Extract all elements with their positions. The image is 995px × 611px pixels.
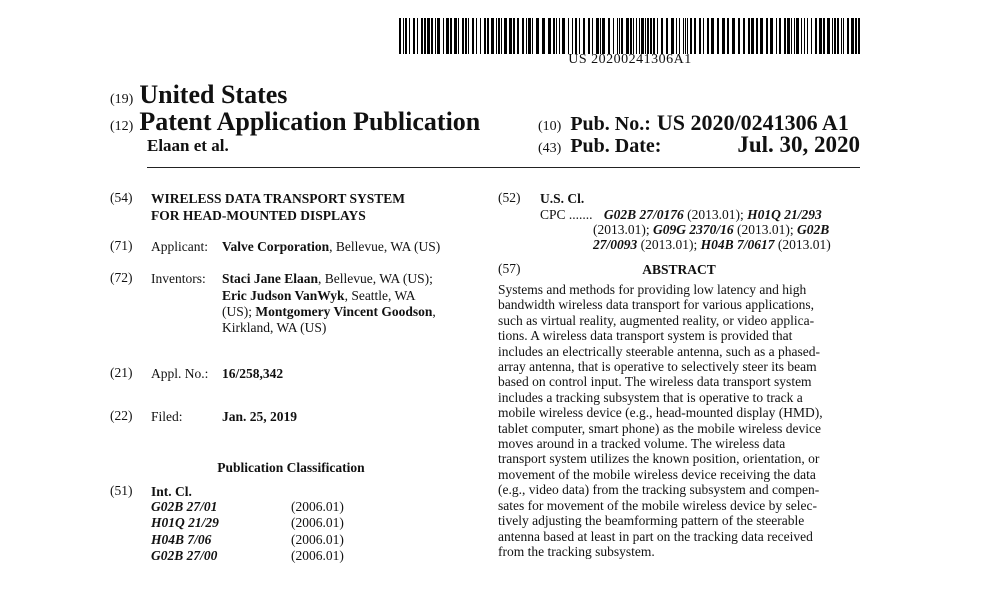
cpc-code-3: G09G 2370/16 [653,222,734,237]
title-tag: (54) [110,190,133,205]
abstract-line: tions. A wireless data transport system is provided that [498,328,793,344]
applicant-location: , Bellevue, WA (US) [329,239,441,254]
abstract-line: tablet computer, smart phone) as the mobile wireless device [498,420,821,436]
inventors-label: Inventors: [151,271,206,286]
intcl-row [151,499,344,515]
uscl-tag: (52) [498,190,521,205]
filed-date: Jan. 25, 2019 [222,409,298,424]
appl-label: Appl. No.: [151,366,209,381]
tag-12: (12) [110,119,134,134]
pub-date-line [538,135,661,158]
inventor-1 [222,270,433,287]
pub-no-label: Pub. No.: [570,113,651,135]
cpc-code-4a: G02B [797,222,830,237]
abstract-line: bandwidth wireless data transport for various applications, [498,297,815,313]
cpc-line-3 [593,236,831,253]
cpc-year-2: (2013.01); [593,222,653,237]
abstract-tag: (57) [498,261,521,276]
abstract-line: movement of the mobile wireless device receiving the data [498,466,816,482]
abstract-line: from the tracking subsystem. [498,543,655,559]
abstract-line: Systems and methods for providing low latency and high [498,282,807,297]
intcl-tag: (51) [110,483,133,498]
applicant-tag: (71) [110,238,133,253]
appl-no: 16/258,342 [222,366,284,381]
inventors-tag: (72) [110,270,133,285]
abstract-line: (e.g., video data) from the tracking subsystem and compen- [498,482,820,498]
intcl-year: (2006.01) [291,515,344,530]
intcl-year: (2006.01) [291,499,344,514]
filed-label: Filed: [151,409,183,424]
abstract-line: based on control input. The wireless data transport system [498,374,812,390]
abstract-line: tively adjusting the beamforming pattern of the steerable [498,513,805,529]
intcl-code: H04B 7/06 [151,532,212,547]
intcl-label: Int. Cl. [151,484,192,499]
inventor-3-location: , [432,304,436,319]
title-line-2: FOR HEAD-MOUNTED DISPLAYS [151,208,366,223]
inventor-3-location-2: Kirkland, WA (US) [222,320,327,335]
abstract-line: antenna based at least in part on the tracking data received [498,528,813,544]
abstract-heading: ABSTRACT [642,262,716,277]
intcl-year: (2006.01) [291,548,344,563]
abstract-body [498,282,860,559]
applicant-name: Valve Corporation [222,239,330,254]
inventor-3-name: Montgomery Vincent Goodson [255,304,433,319]
barcode [399,18,861,54]
intcl-year: (2006.01) [291,532,344,547]
cpc-year-1: (2013.01); [683,207,748,222]
tag-19: (19) [110,92,134,107]
cpc-year-4: (2013.01); [637,237,701,252]
inventor-1-name: Staci Jane Elaan [222,271,319,286]
cpc-code-2: H01Q 21/293 [747,207,822,222]
cpc-code-4b: 27/0093 [593,237,638,252]
pub-class-heading: Publication Classification [217,460,365,475]
country-line [110,80,287,110]
intcl-row [151,515,344,531]
inventor-2-cont [222,303,436,320]
cpc-code-5: H04B 7/0617 [700,237,775,252]
intcl-row [151,532,344,548]
pub-no: US 2020/0241306 A1 [656,110,849,135]
barcode-number: US 20200241306A1 [568,52,692,67]
pub-date: Jul. 30, 2020 [737,132,860,157]
applicant [222,238,440,255]
intcl-code: H01Q 21/29 [151,515,219,530]
intcl-code: G02B 27/01 [151,499,218,514]
title-line-1: WIRELESS DATA TRANSPORT SYSTEM [151,191,405,206]
inventors-short: Elaan et al. [147,136,229,155]
filed-tag: (22) [110,408,133,423]
abstract-line: sates for movement of the mobile wireless device by selec- [498,497,818,513]
abstract-line: transport system utilizes the known position, orientation, or [498,451,820,467]
abstract-line: such as virtual reality, augmented reality, or video applica- [498,312,815,328]
abstract-line: moves around in a tracked volume. The wireless data [498,436,786,452]
inventor-1-location: , Bellevue, WA (US); [318,271,433,286]
pub-type-line [110,107,480,137]
cpc-year-5: (2013.01) [774,237,831,252]
tag-43: (43) [538,141,562,156]
pub-type: Patent Application Publication [139,107,481,136]
tag-10: (10) [538,119,562,134]
country: United States [139,80,288,109]
inventor-2-name: Eric Judson VanWyk [222,288,345,303]
inventor-2-location: , Seattle, WA [344,288,416,303]
intcl-row [151,548,344,564]
cpc-label: CPC ....... [540,207,593,222]
uscl-label: U.S. Cl. [540,191,585,206]
abstract-line: array antenna, that is operative to selectively steer its beam [498,359,817,375]
appl-tag: (21) [110,365,133,380]
inventor-2 [222,287,416,304]
applicant-label: Applicant: [151,239,208,254]
abstract-line: includes an electrically steerable antenna, such as a phased- [498,343,820,359]
cpc-code-1: G02B 27/0176 [603,207,684,222]
abstract-line: includes a tracking subsystem that is operative to track a [498,389,803,405]
inventor-2-location-2: (US); [222,304,252,319]
abstract-line: mobile wireless device (e.g., head-mounted display (HMD), [498,405,823,421]
pub-date-label: Pub. Date: [570,135,662,157]
intcl-code: G02B 27/00 [151,548,218,563]
header-rule [147,167,860,168]
cpc-year-3: (2013.01); [733,222,797,237]
